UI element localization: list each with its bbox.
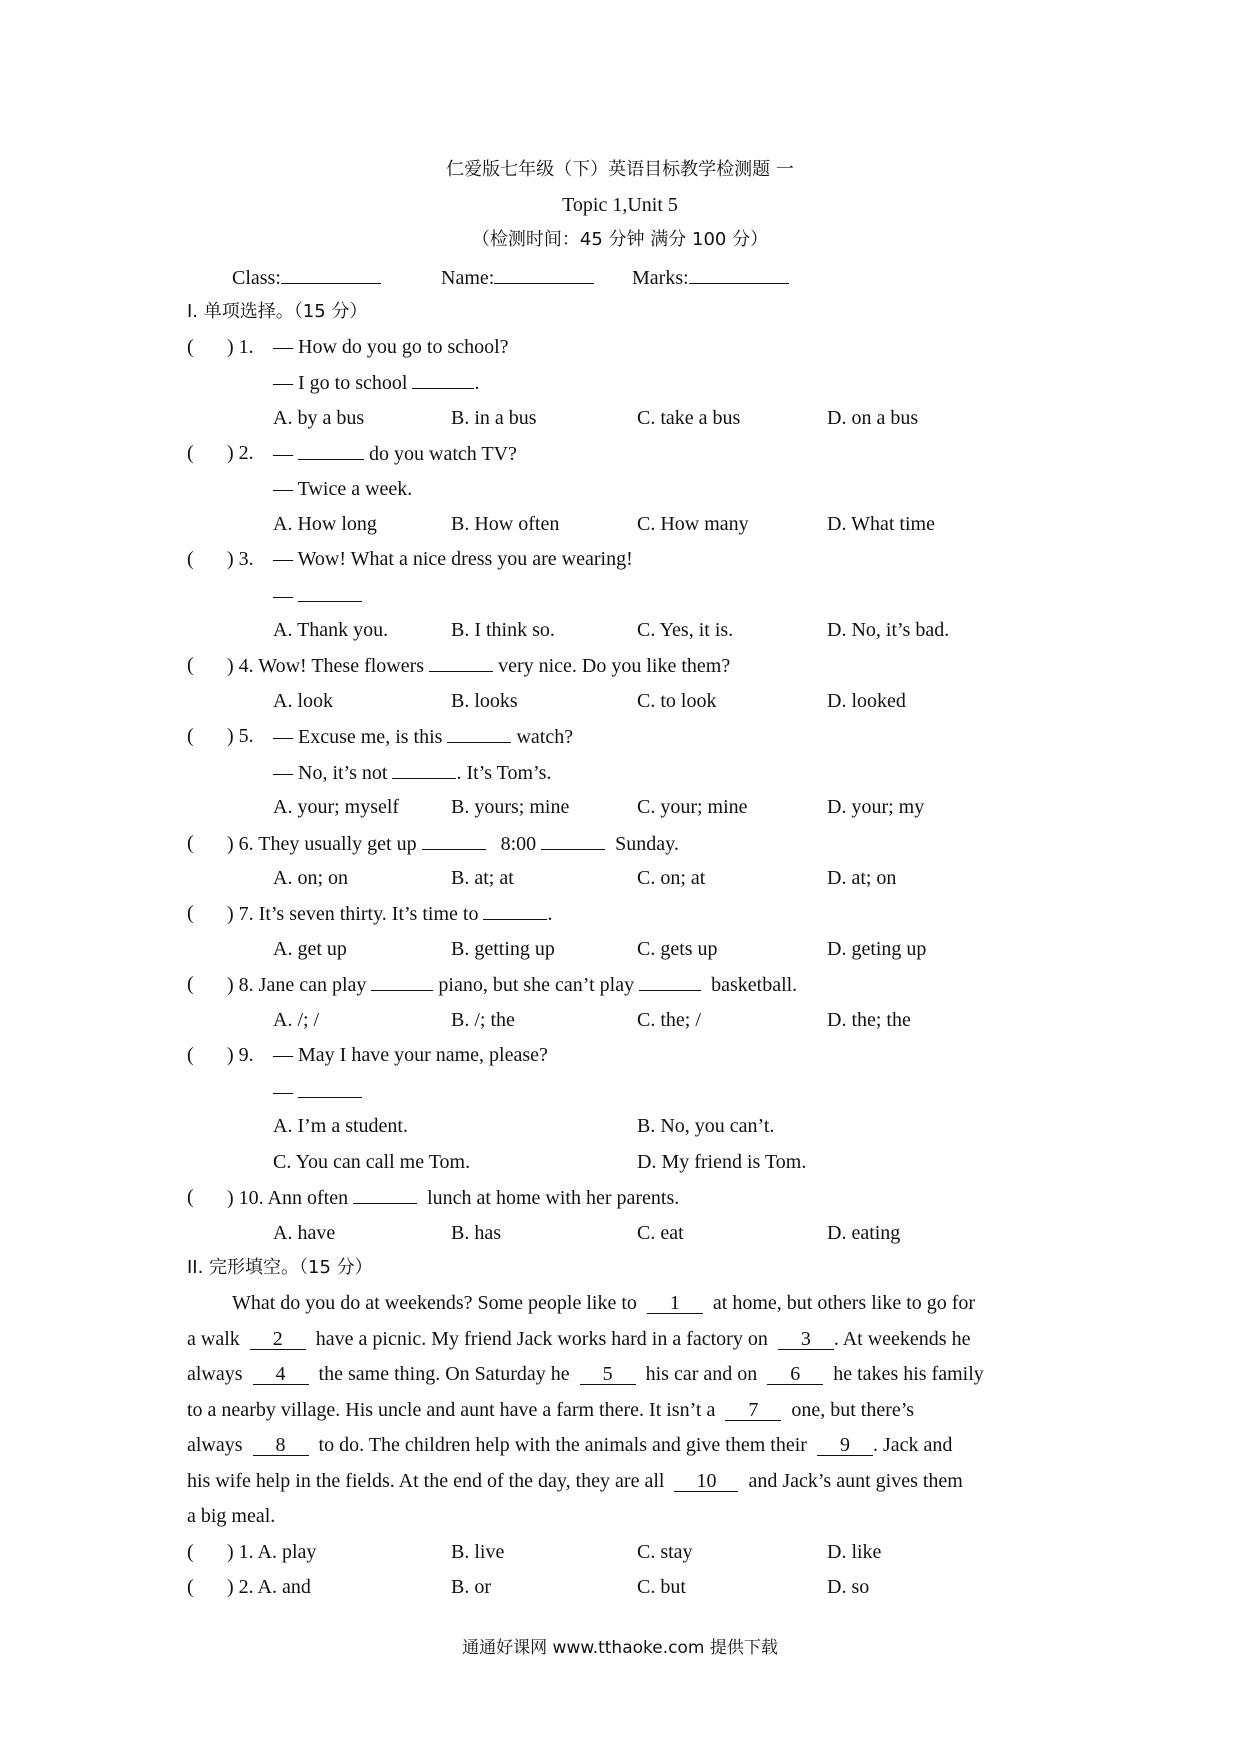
q3-line2: — (273, 581, 362, 610)
answer-paren[interactable]: ( (187, 336, 194, 358)
q1-option-d: D. on a bus (827, 407, 919, 429)
q9-blank[interactable] (298, 1077, 362, 1098)
cloze-blank-6[interactable]: 6 (767, 1364, 823, 1385)
q8-option-d: D. the; the (827, 1009, 911, 1031)
answer-paren[interactable]: ( (187, 1541, 194, 1563)
cloze-q2-option-c: C. but (637, 1576, 686, 1598)
cloze-q1-option-d: D. like (827, 1541, 882, 1563)
cloze-blank-8[interactable]: 8 (253, 1435, 309, 1456)
q8-option-b: B. /; the (451, 1009, 515, 1031)
q4-option-a: A. look (273, 690, 333, 712)
passage-line-1: What do you do at weekends? Some people like to 1 at home, but others like to go for (232, 1292, 976, 1314)
cloze-q1-option-a: ) 1. A. play (227, 1541, 317, 1563)
q5-option-c: C. your; mine (637, 796, 748, 818)
answer-paren[interactable]: ( (187, 548, 194, 570)
exam-subtitle: Topic 1,Unit 5 (562, 194, 678, 216)
cloze-blank-10[interactable]: 10 (674, 1471, 738, 1492)
cloze-q2-option-d: D. so (827, 1576, 870, 1598)
answer-paren[interactable]: ( (187, 832, 194, 854)
q10-option-b: B. has (451, 1222, 501, 1244)
cloze-blank-5[interactable]: 5 (580, 1364, 636, 1385)
cloze-q2-option-a: ) 2. A. and (227, 1576, 311, 1598)
answer-paren[interactable]: ( (187, 725, 194, 747)
q7-option-c: C. gets up (637, 938, 718, 960)
q10-blank[interactable] (353, 1183, 417, 1204)
q8-option-c: C. the; / (637, 1009, 701, 1031)
q7-option-b: B. getting up (451, 938, 555, 960)
q7-option-d: D. geting up (827, 938, 927, 960)
q3-option-b: B. I think so. (451, 619, 555, 641)
page-footer: 通通好课网 www.tthaoke.com 提供下载 (462, 1638, 778, 1658)
answer-paren[interactable]: ( (187, 442, 194, 464)
passage-line-6: his wife help in the fields. At the end of the day, they are all 10 and Jack’s aunt gives them (187, 1470, 963, 1492)
q9-option-d: D. My friend is Tom. (637, 1151, 807, 1173)
q7-option-a: A. get up (273, 938, 347, 960)
q6-stem: ) 6. They usually get up 8:00 Sunday. (227, 829, 679, 858)
q7-blank[interactable] (483, 899, 547, 920)
q1-blank[interactable] (412, 368, 474, 389)
q4-blank[interactable] (429, 651, 493, 672)
q2-blank[interactable] (298, 439, 364, 460)
q5-line2: — No, it’s not . It’s Tom’s. (273, 758, 551, 787)
exam-title: 仁爱版七年级（下）英语目标教学检测题 一 (446, 159, 794, 180)
name-blank[interactable] (494, 263, 594, 284)
q8-blank-2[interactable] (639, 970, 701, 991)
q1-option-c: C. take a bus (637, 407, 741, 429)
cloze-blank-2[interactable]: 2 (250, 1329, 306, 1350)
q1-option-b: B. in a bus (451, 407, 537, 429)
q1-option-a: A. by a bus (273, 407, 365, 429)
q10-stem: ) 10. Ann often lunch at home with her parents. (227, 1183, 679, 1212)
q1-stem: — How do you go to school? (273, 336, 509, 358)
q10-option-c: C. eat (637, 1222, 684, 1244)
q2-number: ) 2. (227, 442, 254, 464)
q10-option-d: D. eating (827, 1222, 901, 1244)
q2-option-d: D. What time (827, 513, 935, 535)
q5-stem: — Excuse me, is this watch? (273, 722, 573, 751)
cloze-blank-4[interactable]: 4 (253, 1364, 309, 1385)
answer-paren[interactable]: ( (187, 1186, 194, 1208)
cloze-q1-option-b: B. live (451, 1541, 505, 1563)
class-field (232, 263, 381, 292)
q1-number: ) 1. (227, 336, 254, 358)
q3-stem: — Wow! What a nice dress you are wearing! (273, 548, 633, 570)
q7-stem: ) 7. It’s seven thirty. It’s time to . (227, 899, 552, 928)
q1-line2: — I go to school . (273, 368, 479, 397)
q3-option-c: C. Yes, it is. (637, 619, 734, 641)
q5-option-d: D. your; my (827, 796, 925, 818)
q4-option-d: D. looked (827, 690, 906, 712)
q6-option-c: C. on; at (637, 867, 706, 889)
q2-line2: — Twice a week. (273, 478, 413, 500)
answer-paren[interactable]: ( (187, 902, 194, 924)
class-blank[interactable] (281, 263, 381, 284)
q5-blank-2[interactable] (392, 758, 456, 779)
q3-number: ) 3. (227, 548, 254, 570)
q9-stem: — May I have your name, please? (273, 1044, 548, 1066)
exam-time-note: （检测时间：45 分钟 满分 100 分） (471, 229, 769, 250)
q2-option-c: C. How many (637, 513, 749, 535)
q3-option-a: A. Thank you. (273, 619, 389, 641)
passage-line-4: to a nearby village. His uncle and aunt have a farm there. It isn’t a 7 one, but there’s (187, 1399, 915, 1421)
q10-option-a: A. have (273, 1222, 336, 1244)
cloze-q2-option-b: B. or (451, 1576, 491, 1598)
answer-paren[interactable]: ( (187, 654, 194, 676)
q4-option-b: B. looks (451, 690, 518, 712)
cloze-blank-7[interactable]: 7 (725, 1400, 781, 1421)
q9-option-b: B. No, you can’t. (637, 1115, 775, 1137)
q8-option-a: A. /; / (273, 1009, 320, 1031)
passage-line-3: always 4 the same thing. On Saturday he 5 his car and on 6 he takes his family (187, 1363, 984, 1385)
cloze-q1-option-c: C. stay (637, 1541, 693, 1563)
name-field (441, 263, 594, 292)
marks-label: Marks: (632, 267, 689, 289)
q9-option-a: A. I’m a student. (273, 1115, 408, 1137)
marks-blank[interactable] (689, 263, 789, 284)
q2-option-a: A. How long (273, 513, 377, 535)
q6-option-a: A. on; on (273, 867, 348, 889)
cloze-blank-9[interactable]: 9 (817, 1435, 873, 1456)
answer-paren[interactable]: ( (187, 1044, 194, 1066)
q5-option-b: B. yours; mine (451, 796, 570, 818)
answer-paren[interactable]: ( (187, 973, 194, 995)
q2-option-b: B. How often (451, 513, 560, 535)
q3-option-d: D. No, it’s bad. (827, 619, 950, 641)
q6-blank-1[interactable] (422, 829, 486, 850)
name-label: Name: (441, 267, 495, 289)
q4-option-c: C. to look (637, 690, 717, 712)
passage-line-7: a big meal. (187, 1505, 276, 1527)
answer-paren[interactable]: ( (187, 1576, 194, 1598)
section1-heading: I. 单项选择。（15 分） (187, 301, 368, 322)
q6-blank-2[interactable] (541, 829, 605, 850)
q4-stem: ) 4. Wow! These flowers very nice. Do you like them? (227, 651, 730, 680)
q3-blank[interactable] (298, 581, 362, 602)
class-label: Class: (232, 267, 281, 289)
q9-number: ) 9. (227, 1044, 254, 1066)
q6-option-b: B. at; at (451, 867, 514, 889)
passage-line-5: always 8 to do. The children help with the animals and give them their 9 . Jack and (187, 1434, 953, 1456)
q9-line2: — (273, 1077, 362, 1106)
section2-heading: II. 完形填空。（15 分） (187, 1257, 373, 1278)
q5-number: ) 5. (227, 725, 254, 747)
q5-blank-1[interactable] (447, 722, 511, 743)
passage-line-2: a walk 2 have a picnic. My friend Jack works hard in a factory on 3 . At weekends he (187, 1328, 971, 1350)
cloze-blank-3[interactable]: 3 (778, 1329, 834, 1350)
q8-stem: ) 8. Jane can play piano, but she can’t play basketball. (227, 970, 797, 999)
cloze-blank-1[interactable]: 1 (647, 1293, 703, 1314)
q9-option-c: C. You can call me Tom. (273, 1151, 471, 1173)
marks-field (632, 263, 789, 292)
q2-stem: — do you watch TV? (273, 439, 517, 468)
q8-blank-1[interactable] (371, 970, 433, 991)
q5-option-a: A. your; myself (273, 796, 400, 818)
q6-option-d: D. at; on (827, 867, 897, 889)
